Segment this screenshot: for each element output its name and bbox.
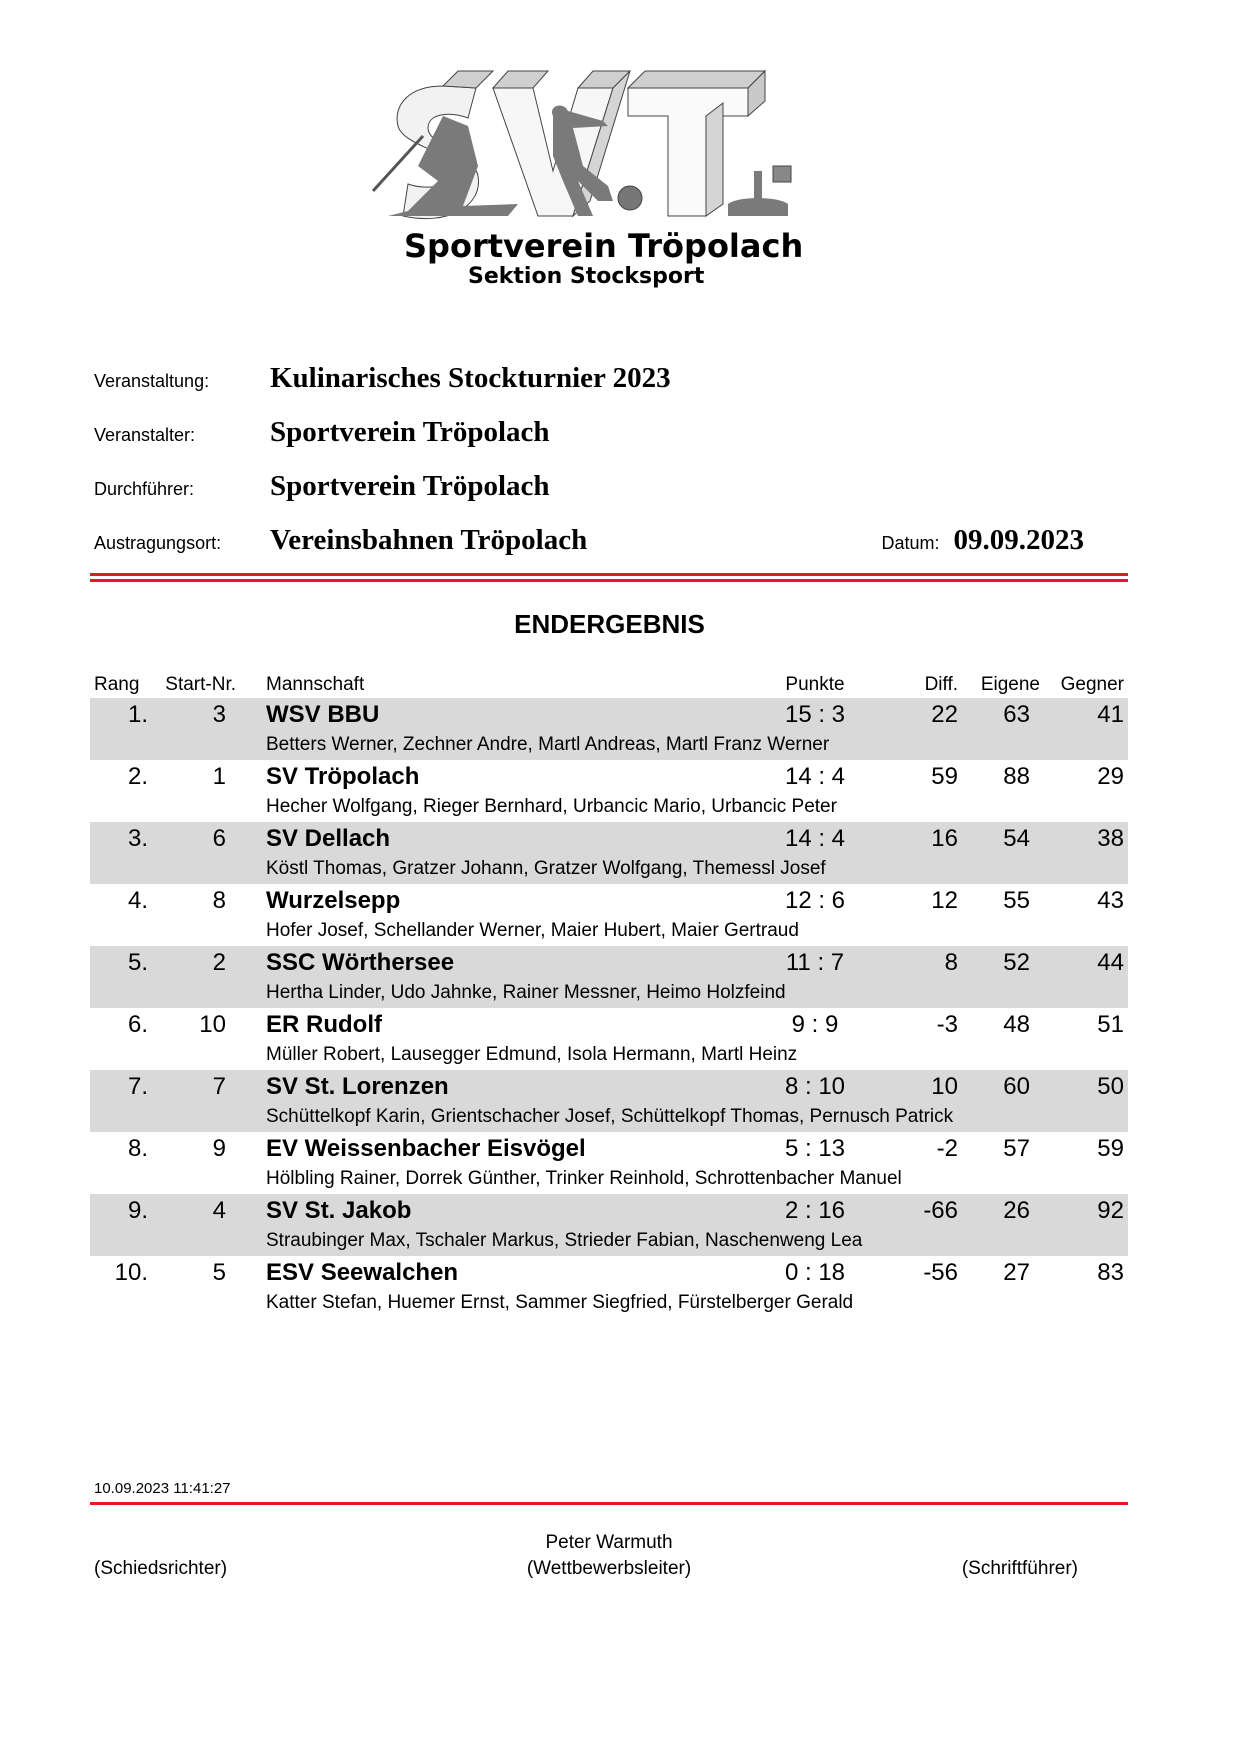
team-players: Hecher Wolfgang, Rieger Bernhard, Urbancic Mario, Urbancic Peter (266, 796, 837, 817)
veranstalter-value: Sportverein Tröpolach (270, 416, 550, 448)
team-name: ESV Seewalchen (266, 1259, 459, 1286)
veranstaltung-label: Veranstaltung: (94, 371, 210, 391)
info-veranstalter (94, 416, 1128, 470)
durchfuehrer-value: Sportverein Tröpolach (270, 470, 550, 502)
rang: 3. (127, 825, 148, 852)
diff: -66 (923, 1197, 958, 1224)
info-austragungsort (94, 524, 1128, 578)
info-durchfuehrer (94, 470, 1128, 524)
gegner: 50 (1097, 1073, 1124, 1100)
diff: 22 (931, 701, 958, 728)
club-logo (368, 66, 838, 290)
punkte: 9 : 9 (791, 1011, 839, 1038)
table-row (90, 698, 1128, 760)
eigene: 63 (1003, 701, 1030, 728)
start-nr: 5 (212, 1259, 226, 1286)
eigene: 52 (1003, 949, 1030, 976)
rang: 10. (114, 1259, 148, 1286)
event-info (94, 362, 1128, 578)
diff: 16 (931, 825, 958, 852)
logo-club-name: Sportverein Tröpolach (404, 227, 804, 265)
eigene: 55 (1003, 887, 1030, 914)
team-players: Hertha Linder, Udo Jahnke, Rainer Messner, Heimo Holzfeind (266, 982, 786, 1003)
team-name: ER Rudolf (266, 1011, 382, 1038)
start-nr: 6 (212, 825, 226, 852)
punkte: 2 : 16 (784, 1197, 846, 1224)
team-name: SV St. Lorenzen (266, 1073, 449, 1100)
table-row (90, 1194, 1128, 1256)
punkte: 5 : 13 (784, 1135, 846, 1162)
team-name: Wurzelsepp (266, 887, 401, 914)
ort-label: Austragungsort: (94, 533, 222, 553)
table-row (90, 1132, 1128, 1194)
info-veranstaltung (94, 362, 1128, 416)
wettbewerbsleiter-label: (Wettbewerbsleiter) (526, 1558, 692, 1579)
table-row (90, 1070, 1128, 1132)
team-players: Schüttelkopf Karin, Grientschacher Josef, Schüttelkopf Thomas, Pernusch Patrick (266, 1106, 954, 1127)
page-title: ENDERGEBNIS (514, 609, 705, 639)
schriftfuehrer-label: (Schriftführer) (961, 1558, 1078, 1579)
start-nr: 4 (212, 1197, 226, 1224)
start-nr: 3 (212, 701, 226, 728)
team-players: Katter Stefan, Huemer Ernst, Sammer Siegfried, Fürstelberger Gerald (266, 1292, 854, 1313)
start-nr: 9 (212, 1135, 226, 1162)
footer-divider (90, 1502, 1128, 1505)
datum-label: Datum: (881, 533, 940, 553)
gegner: 29 (1097, 763, 1124, 790)
col-diff: Diff. (924, 674, 958, 695)
rang: 2. (127, 763, 148, 790)
team-name: SV St. Jakob (266, 1197, 412, 1224)
table-row (90, 1008, 1128, 1070)
veranstaltung-value: Kulinarisches Stockturnier 2023 (270, 362, 671, 394)
punkte: 8 : 10 (784, 1073, 846, 1100)
print-timestamp: 10.09.2023 11:41:27 (94, 1480, 231, 1497)
gegner: 92 (1097, 1197, 1124, 1224)
results-table (90, 668, 1128, 1318)
start-nr: 10 (199, 1011, 226, 1038)
team-name: SV Tröpolach (266, 763, 420, 790)
team-players: Hölbling Rainer, Dorrek Günther, Trinker Reinhold, Schrottenbacher Manuel (266, 1168, 902, 1189)
start-nr: 2 (212, 949, 226, 976)
punkte: 15 : 3 (784, 701, 846, 728)
punkte: 0 : 18 (784, 1259, 846, 1286)
diff: 59 (931, 763, 958, 790)
team-name: SSC Wörthersee (266, 949, 455, 976)
col-start: Start-Nr. (165, 674, 236, 695)
punkte: 11 : 7 (785, 949, 845, 976)
team-players: Hofer Josef, Schellander Werner, Maier Hubert, Maier Gertraud (266, 920, 799, 941)
wettbewerbsleiter-name: Peter Warmuth (545, 1532, 673, 1553)
team-name: EV Weissenbacher Eisvögel (266, 1135, 586, 1162)
team-players: Straubinger Max, Tschaler Markus, Strieder Fabian, Naschenweng Lea (266, 1230, 863, 1251)
header-divider (90, 573, 1128, 582)
rang: 7. (127, 1073, 148, 1100)
diff: -2 (936, 1135, 958, 1162)
eigene: 27 (1003, 1259, 1030, 1286)
rang: 8. (127, 1135, 148, 1162)
team-players: Betters Werner, Zechner Andre, Martl Andreas, Martl Franz Werner (266, 734, 830, 755)
rang: 4. (127, 887, 148, 914)
results-header (90, 668, 1128, 698)
gegner: 41 (1097, 701, 1124, 728)
start-nr: 7 (212, 1073, 226, 1100)
gegner: 38 (1097, 825, 1124, 852)
diff: 10 (931, 1073, 958, 1100)
rang: 5. (127, 949, 148, 976)
veranstalter-label: Veranstalter: (94, 425, 196, 445)
eigene: 88 (1003, 763, 1030, 790)
gegner: 44 (1097, 949, 1124, 976)
start-nr: 1 (212, 763, 226, 790)
diff: -3 (936, 1011, 958, 1038)
punkte: 14 : 4 (784, 825, 846, 852)
eigene: 26 (1003, 1197, 1030, 1224)
eigene: 54 (1003, 825, 1030, 852)
diff: 8 (944, 949, 958, 976)
col-eigene: Eigene (980, 674, 1040, 695)
rang: 1. (127, 701, 148, 728)
col-punkte: Punkte (785, 674, 845, 695)
table-row (90, 760, 1128, 822)
col-team: Mannschaft (266, 674, 365, 695)
logo-section-name: Sektion Stocksport (468, 264, 705, 289)
punkte: 14 : 4 (784, 763, 846, 790)
gegner: 43 (1097, 887, 1124, 914)
table-row (90, 1256, 1128, 1318)
col-gegner: Gegner (1060, 674, 1124, 695)
eigene: 57 (1003, 1135, 1030, 1162)
team-name: WSV BBU (266, 701, 380, 728)
gegner: 51 (1097, 1011, 1124, 1038)
start-nr: 8 (212, 887, 226, 914)
datum-value: 09.09.2023 (953, 524, 1084, 556)
schiedsrichter-label: (Schiedsrichter) (94, 1558, 228, 1579)
team-players: Köstl Thomas, Gratzer Johann, Gratzer Wolfgang, Themessl Josef (266, 858, 826, 879)
rang: 9. (127, 1197, 148, 1224)
col-rang: Rang (94, 674, 140, 695)
gegner: 83 (1097, 1259, 1124, 1286)
ort-value: Vereinsbahnen Tröpolach (270, 524, 588, 556)
gegner: 59 (1097, 1135, 1124, 1162)
table-row (90, 946, 1128, 1008)
eigene: 48 (1003, 1011, 1030, 1038)
diff: -56 (923, 1259, 958, 1286)
logo-graphic (368, 66, 838, 226)
rang: 6. (127, 1011, 148, 1038)
team-name: SV Dellach (266, 825, 391, 852)
team-players: Müller Robert, Lausegger Edmund, Isola Hermann, Martl Heinz (266, 1044, 798, 1065)
signature-block (90, 1530, 1128, 1582)
diff: 12 (931, 887, 958, 914)
table-row (90, 822, 1128, 884)
durchfuehrer-label: Durchführer: (94, 479, 195, 499)
eigene: 60 (1003, 1073, 1030, 1100)
table-row (90, 884, 1128, 946)
punkte: 12 : 6 (784, 887, 846, 914)
